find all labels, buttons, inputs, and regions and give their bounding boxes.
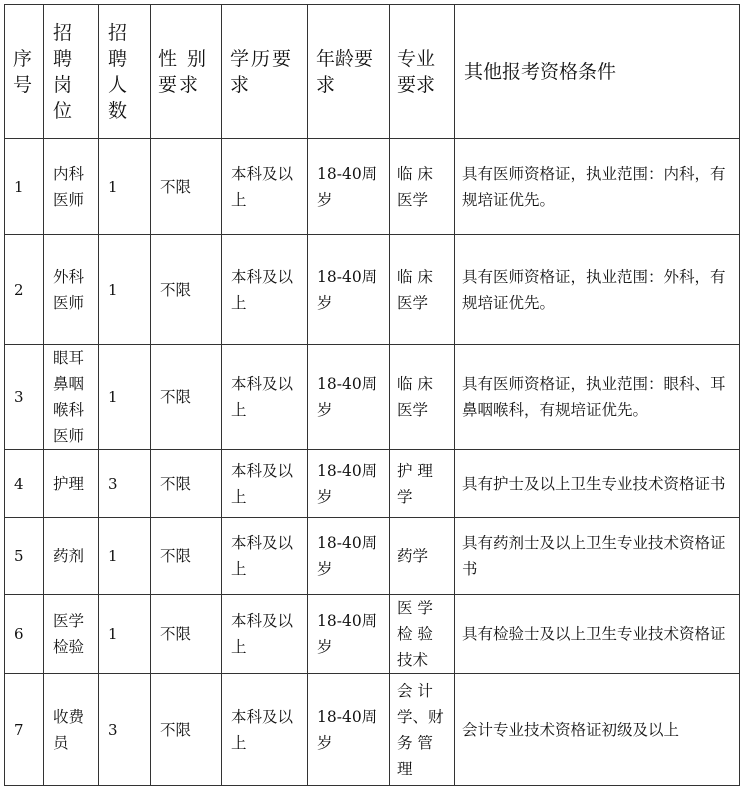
cell-other-conditions: 具有医师资格证，执业范围：外科，有规培证优先。	[455, 235, 740, 345]
cell-age: 18-40周岁	[308, 674, 390, 786]
header-education: 学历要求	[222, 5, 308, 139]
cell-education: 本科及以上	[222, 345, 308, 450]
header-row	[5, 5, 740, 139]
cell-index: 1	[5, 139, 44, 235]
cell-gender: 不限	[151, 345, 222, 450]
cell-post: 护理	[44, 450, 99, 518]
cell-other-conditions: 具有医师资格证，执业范围：内科，有规培证优先。	[455, 139, 740, 235]
cell-age: 18-40周岁	[308, 518, 390, 595]
cell-post: 医学检验	[44, 595, 99, 674]
cell-age: 18-40周岁	[308, 139, 390, 235]
cell-post: 外科医师	[44, 235, 99, 345]
cell-count: 1	[99, 345, 151, 450]
header-age: 年龄要求	[308, 5, 390, 139]
cell-education: 本科及以上	[222, 450, 308, 518]
header-gender: 性 别要求	[151, 5, 222, 139]
cell-index: 3	[5, 345, 44, 450]
cell-major: 护 理学	[390, 450, 455, 518]
cell-post: 内科医师	[44, 139, 99, 235]
cell-other-conditions: 具有药剂士及以上卫生专业技术资格证书	[455, 518, 740, 595]
cell-other-conditions: 具有护士及以上卫生专业技术资格证书	[455, 450, 740, 518]
cell-age: 18-40周岁	[308, 595, 390, 674]
cell-gender: 不限	[151, 235, 222, 345]
cell-other-conditions: 具有检验士及以上卫生专业技术资格证	[455, 595, 740, 674]
cell-index: 2	[5, 235, 44, 345]
cell-count: 1	[99, 139, 151, 235]
cell-count: 3	[99, 450, 151, 518]
table-row	[5, 345, 740, 450]
cell-major: 临 床医学	[390, 345, 455, 450]
cell-education: 本科及以上	[222, 674, 308, 786]
cell-gender: 不限	[151, 139, 222, 235]
cell-index: 7	[5, 674, 44, 786]
cell-education: 本科及以上	[222, 235, 308, 345]
cell-major: 医 学检 验技术	[390, 595, 455, 674]
recruitment-table	[4, 4, 740, 786]
header-count: 招聘人数	[99, 5, 151, 139]
cell-post: 收费员	[44, 674, 99, 786]
header-other-conditions: 其他报考资格条件	[455, 5, 740, 139]
cell-major: 临 床医学	[390, 139, 455, 235]
cell-education: 本科及以上	[222, 595, 308, 674]
cell-age: 18-40周岁	[308, 450, 390, 518]
cell-other-conditions: 会计专业技术资格证初级及以上	[455, 674, 740, 786]
cell-other-conditions: 具有医师资格证，执业范围：眼科、耳鼻咽喉科，有规培证优先。	[455, 345, 740, 450]
cell-major: 药学	[390, 518, 455, 595]
table-row	[5, 139, 740, 235]
header-major: 专业要求	[390, 5, 455, 139]
cell-index: 5	[5, 518, 44, 595]
cell-gender: 不限	[151, 595, 222, 674]
cell-count: 1	[99, 235, 151, 345]
cell-count: 1	[99, 595, 151, 674]
cell-major: 会 计学、财务 管理	[390, 674, 455, 786]
cell-major: 临 床医学	[390, 235, 455, 345]
cell-post: 药剂	[44, 518, 99, 595]
cell-age: 18-40周岁	[308, 235, 390, 345]
header-index: 序号	[5, 5, 44, 139]
cell-education: 本科及以上	[222, 518, 308, 595]
table-row	[5, 674, 740, 786]
table-row	[5, 235, 740, 345]
cell-count: 1	[99, 518, 151, 595]
cell-education: 本科及以上	[222, 139, 308, 235]
cell-index: 6	[5, 595, 44, 674]
table-row	[5, 450, 740, 518]
cell-gender: 不限	[151, 518, 222, 595]
table-row	[5, 518, 740, 595]
cell-index: 4	[5, 450, 44, 518]
cell-count: 3	[99, 674, 151, 786]
cell-gender: 不限	[151, 674, 222, 786]
header-post: 招聘岗位	[44, 5, 99, 139]
table-row	[5, 595, 740, 674]
cell-post: 眼耳鼻咽喉科医师	[44, 345, 99, 450]
cell-gender: 不限	[151, 450, 222, 518]
cell-age: 18-40周岁	[308, 345, 390, 450]
